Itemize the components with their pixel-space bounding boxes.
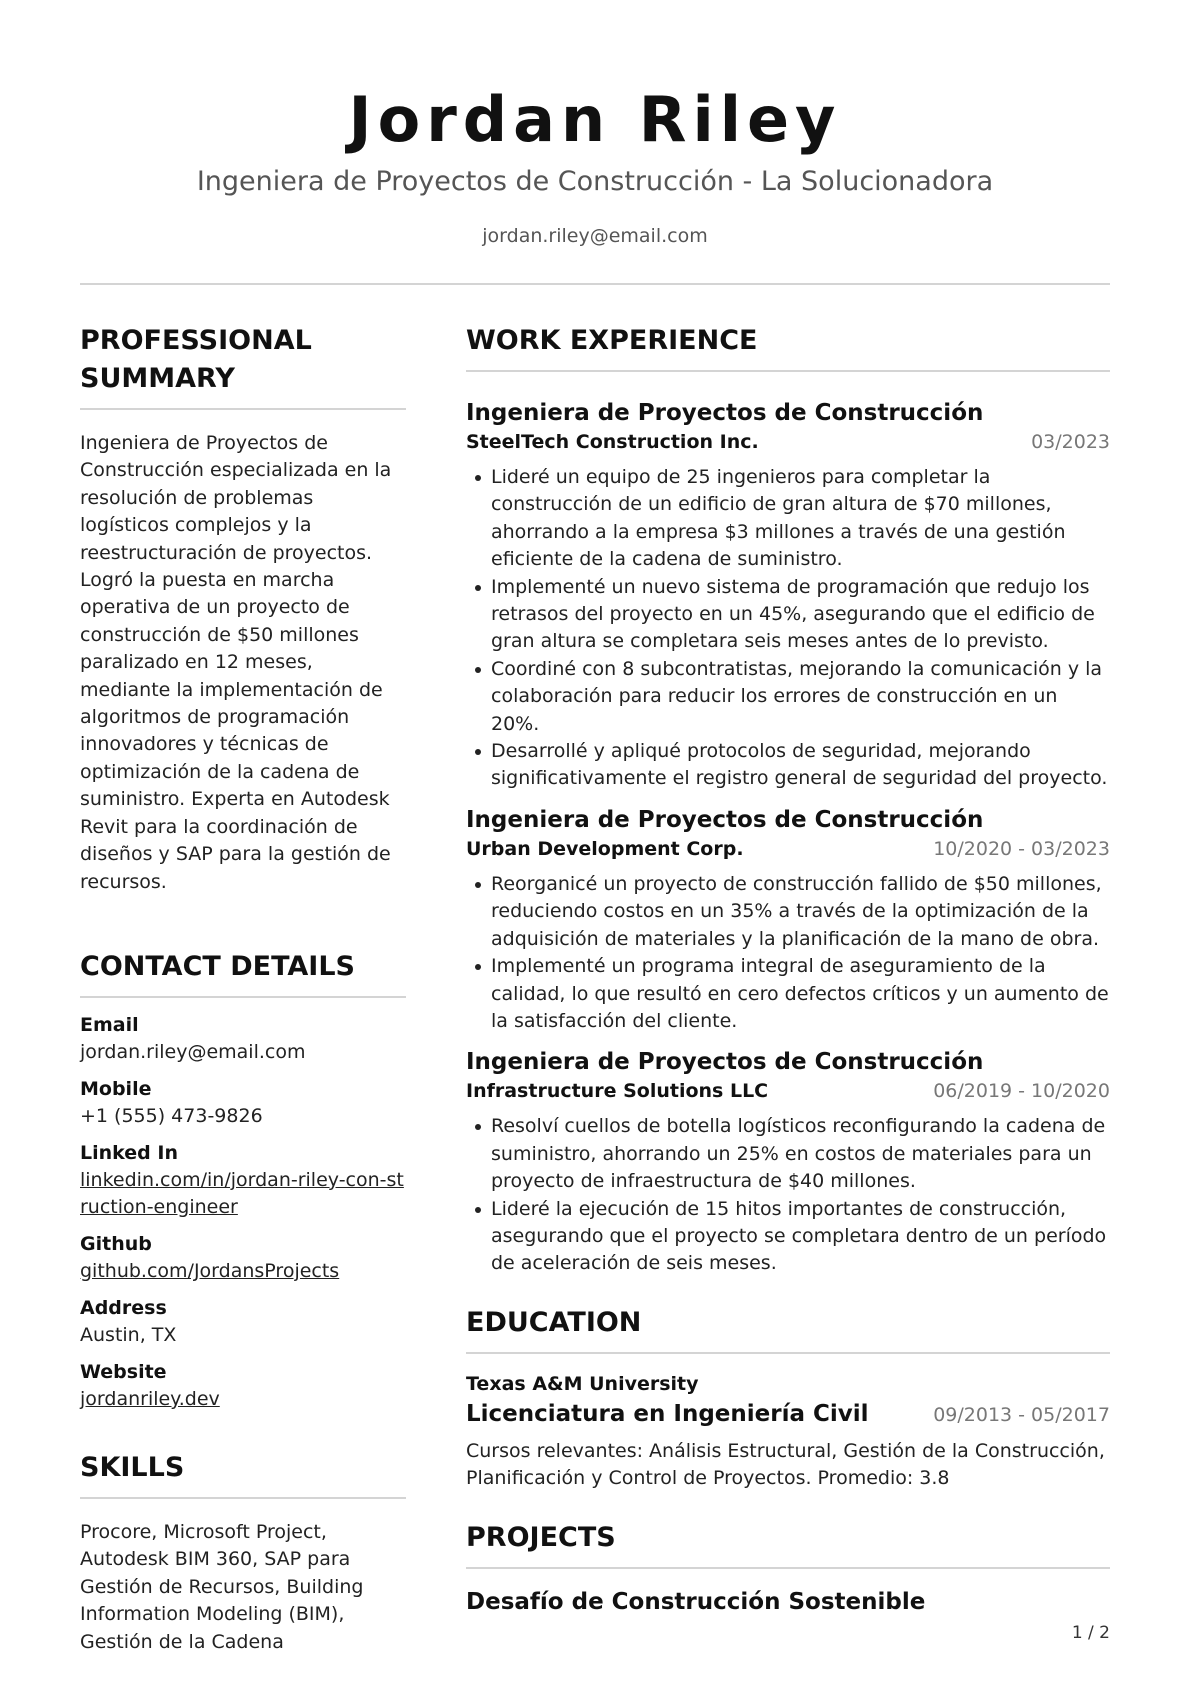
section-divider [80,408,406,410]
list-item: Implementé un programa integral de aseguramiento de la calidad, lo que resultó en cero defectos críticos y un aumento de la satisfacción del cliente. [466,953,1110,1035]
job-date: 06/2019 - 10/2020 [933,1080,1110,1103]
job-bullets [466,1113,1110,1277]
list-item: Implementé un nuevo sistema de programación que redujo los retrasos del proyecto en un 45%, asegurando que el edificio de gran altura se completara seis meses antes de lo previsto. [466,574,1110,656]
job-date: 10/2020 - 03/2023 [933,837,1110,860]
list-item: Lideré la ejecución de 15 hitos importantes de construcción, asegurando que el proyecto se completara dentro de un período de aceleración de seis meses. [466,1196,1110,1278]
summary-heading: PROFESSIONAL SUMMARY [80,325,312,394]
email-value: jordan.riley@email.com [80,1040,306,1063]
job-meta [466,835,1110,863]
job-bullets [466,871,1110,1035]
section-divider [80,996,406,998]
experience-section [466,322,1110,1278]
job-bullets [466,464,1110,793]
left-column [80,322,406,1656]
job-entry [466,1047,1110,1277]
job-entry [466,805,1110,1035]
skills-text: Procore, Microsoft Project, Autodesk BIM 360, SAP para Gestión de Recursos, Building Information Modeling (BIM), Gestión de la Cadena [80,1520,364,1653]
education-date: 09/2013 - 05/2017 [933,1403,1110,1426]
contact-section [80,948,406,1413]
mobile-value: +1 (555) 473-9826 [80,1104,263,1127]
degree-title: Licenciatura en Ingeniería Civil [466,1400,869,1427]
contact-label: Email [80,1013,139,1036]
job-date: 03/2023 [1031,431,1110,453]
job-title: Ingeniera de Proyectos de Construcción [466,1049,984,1076]
projects-section [466,1519,1110,1617]
contact-github [80,1231,406,1285]
section-divider [466,1567,1110,1569]
contact-label: Website [80,1360,167,1383]
skills-heading: SKILLS [80,1451,185,1483]
website-link[interactable]: jordanriley.dev [80,1387,220,1410]
job-title: Ingeniera de Proyectos de Construcción [466,400,984,426]
contact-email [80,1012,406,1066]
section-divider [466,1352,1110,1354]
header-email[interactable]: jordan.riley@email.com [482,225,708,247]
candidate-headline: Ingeniera de Proyectos de Construcción - La Solucionadora [196,166,994,197]
project-title: Desafío de Construcción Sostenible [466,1588,926,1615]
list-item: Reorganicé un proyecto de construcción fallido de $50 millones, reduciendo costos en un 35% a través de la optimización de la adquisición de materiales y la planificación de la mano de obra. [466,871,1110,953]
list-item: Desarrollé y apliqué protocolos de seguridad, mejorando significativamente el registro general de seguridad del proyecto. [466,738,1110,793]
contact-label: Mobile [80,1077,152,1100]
education-details: Cursos relevantes: Análisis Estructural, Gestión de la Construcción, Planificación y Control de Proyectos. Promedio: 3.8 [466,1439,1105,1490]
contact-list [80,1012,406,1413]
skills-section [80,1449,406,1656]
section-divider [466,370,1110,372]
experience-heading: WORK EXPERIENCE [466,325,758,356]
contact-website [80,1359,406,1413]
education-section [466,1304,1110,1493]
job-entry [466,398,1110,793]
job-meta [466,1077,1110,1105]
company-name: SteelTech Construction Inc. [466,431,759,453]
summary-section [80,322,406,896]
candidate-name: Jordan Riley [348,83,842,156]
education-heading: EDUCATION [466,1306,642,1338]
contact-mobile [80,1076,406,1130]
degree-line [466,1398,1110,1430]
contact-address [80,1295,406,1349]
contact-linkedin [80,1140,406,1221]
resume-header [80,82,1110,250]
contact-label: Linked In [80,1141,178,1164]
contact-label: Github [80,1232,152,1255]
company-name: Infrastructure Solutions LLC [466,1080,769,1103]
list-item: Lideré un equipo de 25 ingenieros para completar la construcción de un edificio de gran altura de $70 millones, ahorrando a la empresa $3 millones a través de una gestión eficiente de la cadena de suministro. [466,464,1110,574]
summary-text: Ingeniera de Proyectos de Construcción especializada en la resolución de problemas logísticos complejos y la reestructuración de proyectos. Logró la puesta en marcha operativa de un proyecto de construcción de $50 millones paralizado en 12 meses, mediante la implementación de algoritmos de programación innovadores y técnicas de optimización de la cadena de suministro. Experta en Autodesk Revit para la coordinación de diseños y SAP para la gestión de recursos. [80,432,392,893]
company-name: Urban Development Corp. [466,837,744,860]
job-meta [466,428,1110,456]
projects-heading: PROJECTS [466,1521,616,1553]
page-number: 1 / 2 [1071,1623,1110,1643]
job-title: Ingeniera de Proyectos de Construcción [466,806,984,833]
list-item: Coordiné con 8 subcontratistas, mejorando la comunicación y la colaboración para reducir los errores de construcción en un 20%. [466,656,1110,738]
list-item: Resolví cuellos de botella logísticos reconfigurando la cadena de suministro, ahorrando un 25% en costos de materiales para un proyecto de infraestructura de $40 millones. [466,1113,1110,1195]
right-column [466,322,1110,1617]
school-name: Texas A&M University [466,1372,699,1395]
address-value: Austin, TX [80,1323,177,1346]
github-link[interactable]: github.com/JordansProjects [80,1259,340,1282]
contact-heading: CONTACT DETAILS [80,950,355,982]
linkedin-link[interactable]: linkedin.com/in/jordan-riley-con-struction-engineer [80,1168,404,1218]
header-divider [80,283,1110,285]
section-divider [80,1497,406,1499]
contact-label: Address [80,1296,167,1319]
